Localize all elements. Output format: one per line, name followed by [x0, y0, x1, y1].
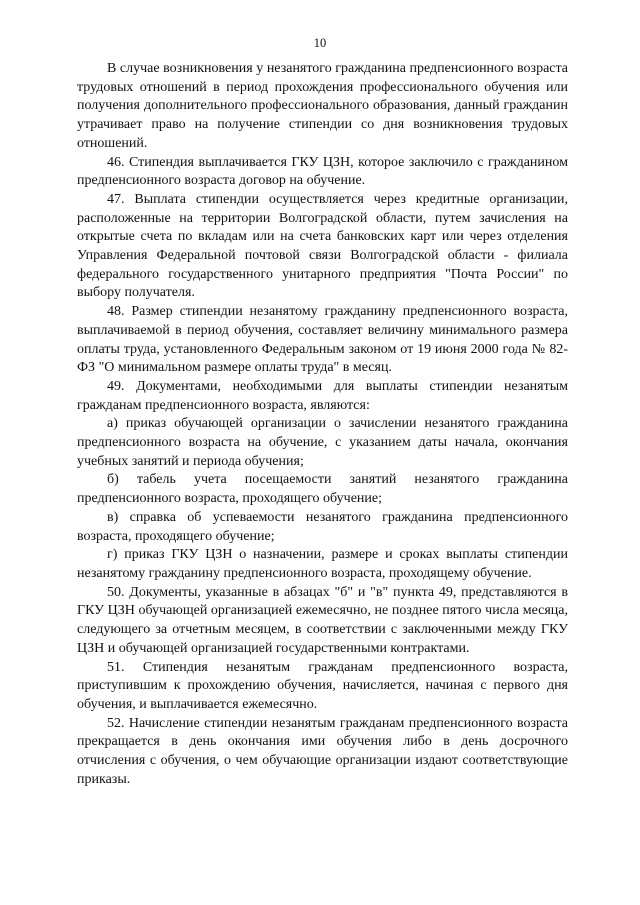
paragraph-48: 48. Размер стипендии незанятому гражданину предпенсионного возраста, выплачиваемой в период обучения, составляет величину минимального размера оплаты труда, установленного Федеральным законом от 19 июня 2000 года № 82-ФЗ "О минимальном размере оплаты труда" в месяц. — [77, 304, 568, 376]
paragraph-50: 50. Документы, указанные в абзацах "б" и "в" пункта 49, представляются в ГКУ ЦЗН обучающей организацией ежемесячно, не позднее пятого числа месяца, следующего за отчетным месяцем, в соответствии с заключенными между ГКУ ЦЗН и обучающей организацией государственными контрактами. — [77, 584, 568, 656]
page-number: 10 — [313, 36, 327, 50]
document-body — [77, 60, 568, 789]
paragraph-47: 47. Выплата стипендии осуществляется через кредитные организации, расположенные на территории Волгоградской области, путем зачисления на открытые счета по вкладам или на счета банковских карт или через отделения Управления Федеральной почтовой связи Волгоградской области - филиала федерального государственного унитарного предприятия "Почта России" по выбору получателя. — [77, 191, 568, 301]
paragraph-49-v: в) справка об успеваемости незанятого гражданина предпенсионного возраста, проходящего обучение; — [77, 509, 568, 544]
paragraph-52: 52. Начисление стипендии незанятым гражданам предпенсионного возраста прекращается в день окончания ими обучения либо в день досрочного отчисления с обучения, о чем обучающие организации издают соответствующие приказы. — [77, 715, 568, 787]
paragraph-46: 46. Стипендия выплачивается ГКУ ЦЗН, которое заключило с гражданином предпенсионного возраста договор на обучение. — [77, 154, 568, 189]
paragraph-49-a: а) приказ обучающей организации о зачислении незанятого гражданина предпенсионного возраста на обучение, с указанием даты начала, окончания учебных занятий и периода обучения; — [77, 416, 568, 469]
paragraph-training-employment-loss: В случае возникновения у незанятого гражданина предпенсионного возраста трудовых отношений в период прохождения профессионального обучения или получения дополнительного профессионального образования, данный гражданин утрачивает право на получение стипендии со дня возникновения трудовых отношений. — [77, 61, 568, 151]
paragraph-51: 51. Стипендия незанятым гражданам предпенсионного возраста, приступившим к прохождению обучения, начисляется, начиная с первого дня обучения, и выплачивается ежемесячно. — [77, 659, 568, 712]
paragraph-49-b: б) табель учета посещаемости занятий незанятого гражданина предпенсионного возраста, проходящего обучение; — [77, 472, 568, 507]
paragraph-49: 49. Документами, необходимыми для выплаты стипендии незанятым гражданам предпенсионного возраста, являются: — [77, 378, 568, 413]
paragraph-49-g: г) приказ ГКУ ЦЗН о назначении, размере и сроках выплаты стипендии незанятому гражданину предпенсионного возраста, проходящему обучение. — [77, 547, 568, 581]
